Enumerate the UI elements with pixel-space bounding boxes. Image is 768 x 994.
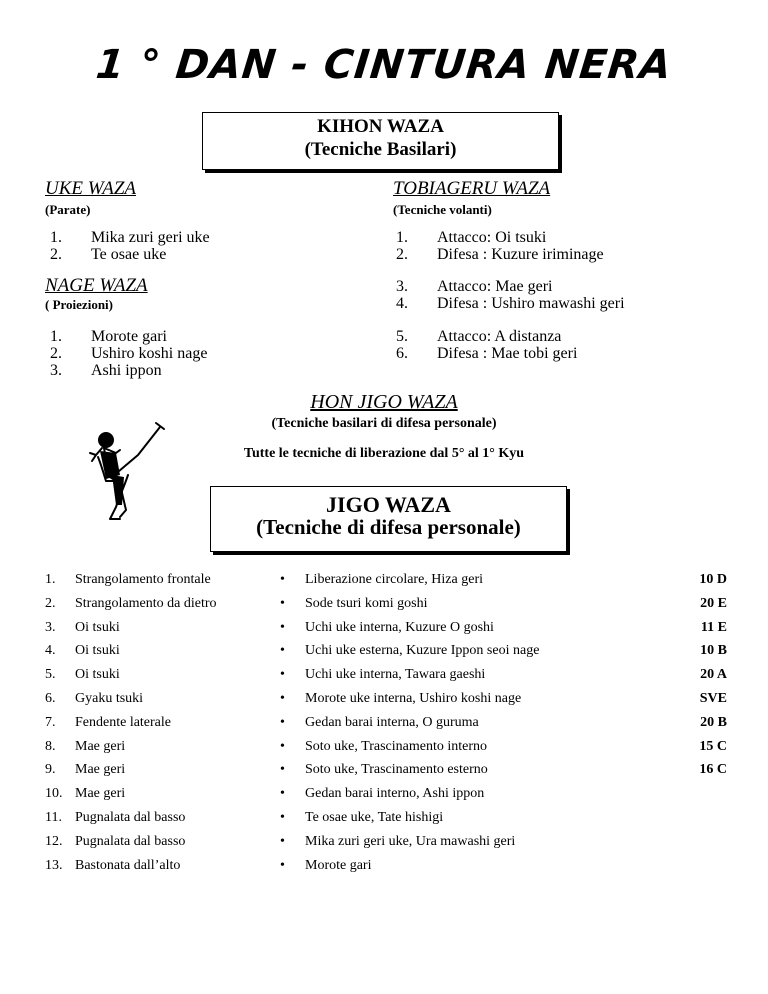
bullet-icon: • bbox=[280, 786, 285, 802]
row-attack: Pugnalata dal basso bbox=[75, 833, 186, 849]
table-row bbox=[45, 596, 735, 620]
list-item: 2. Te osae uke bbox=[50, 246, 167, 263]
table-row bbox=[45, 786, 735, 810]
table-row bbox=[45, 691, 735, 715]
bullet-icon: • bbox=[280, 572, 285, 587]
row-number: 13. bbox=[45, 857, 63, 873]
table-row bbox=[45, 667, 735, 691]
row-number: 11. bbox=[45, 810, 62, 825]
row-technique: Liberazione circolare, Hiza geri bbox=[305, 572, 484, 587]
row-attack: Strangolamento frontale bbox=[75, 572, 211, 587]
row-attack: Mae geri bbox=[75, 762, 126, 778]
bullet-icon: • bbox=[280, 833, 285, 849]
row-number: 12. bbox=[45, 833, 63, 849]
list-item: 3. Attacco: Mae geri bbox=[396, 278, 553, 295]
uke-heading: UKE WAZA bbox=[45, 178, 137, 199]
table-row bbox=[45, 762, 735, 786]
bullet-icon: • bbox=[280, 643, 285, 659]
row-attack: Pugnalata dal basso bbox=[75, 810, 186, 825]
list-item: 6. Difesa : Mae tobi geri bbox=[396, 345, 578, 362]
hon-note: Tutte le tecniche di liberazione dal 5° al 1° Kyu bbox=[243, 446, 525, 461]
row-number: 10. bbox=[45, 786, 63, 802]
kihon-waza-box bbox=[202, 112, 559, 170]
row-code: 11 E bbox=[700, 619, 727, 635]
row-attack: Mae geri bbox=[75, 738, 126, 754]
bullet-icon: • bbox=[280, 810, 285, 825]
nage-heading: NAGE WAZA bbox=[45, 275, 148, 296]
tobi-list-1 bbox=[396, 229, 604, 263]
row-technique: Uchi uke interna, Tawara gaeshi bbox=[305, 667, 486, 683]
row-attack: Strangolamento da dietro bbox=[75, 595, 217, 611]
row-code: 20 A bbox=[700, 667, 727, 683]
bullet-icon: • bbox=[280, 738, 285, 754]
row-number: 8. bbox=[45, 738, 56, 754]
karate-kick-illustration bbox=[76, 415, 176, 525]
row-technique: Gedan barai interno, Ashi ippon bbox=[305, 786, 485, 802]
row-code: 10 B bbox=[700, 643, 727, 659]
tobi-list-2 bbox=[396, 278, 625, 312]
bullet-icon: • bbox=[280, 619, 285, 635]
nage-subheading: ( Proiezioni) bbox=[45, 297, 113, 312]
table-row bbox=[45, 834, 735, 858]
page-title: 1 ° DAN - CINTURA NERA bbox=[93, 42, 675, 88]
row-technique: Soto uke, Trascinamento interno bbox=[305, 738, 487, 754]
list-item: 2. Difesa : Kuzure iriminage bbox=[396, 246, 604, 263]
row-technique: Gedan barai interna, O guruma bbox=[305, 714, 479, 730]
row-number: 3. bbox=[45, 619, 56, 635]
tobi-subheading: (Tecniche volanti) bbox=[393, 202, 492, 217]
jigo-subtitle: (Tecniche di difesa personale) bbox=[256, 515, 521, 539]
nage-list bbox=[50, 328, 207, 379]
row-code: 20 B bbox=[700, 714, 727, 730]
kihon-subtitle: (Tecniche Basilari) bbox=[304, 139, 457, 160]
row-technique: Mika zuri geri uke, Ura mawashi geri bbox=[305, 833, 516, 849]
bullet-icon: • bbox=[280, 714, 285, 730]
table-row bbox=[45, 810, 735, 834]
row-number: 4. bbox=[45, 643, 56, 659]
row-attack: Gyaku tsuki bbox=[75, 691, 144, 706]
row-number: 9. bbox=[45, 762, 56, 778]
row-number: 2. bbox=[45, 595, 56, 611]
hon-heading: HON JIGO WAZA bbox=[310, 391, 458, 413]
row-code: 20 E bbox=[700, 595, 727, 611]
row-code: 10 D bbox=[699, 572, 727, 587]
row-attack: Oi tsuki bbox=[75, 619, 120, 635]
tobi-list-3 bbox=[396, 328, 577, 362]
bullet-icon: • bbox=[280, 667, 285, 683]
jigo-waza-box bbox=[210, 486, 567, 552]
row-attack: Oi tsuki bbox=[75, 667, 120, 683]
list-item: 5. Attacco: A distanza bbox=[396, 328, 562, 345]
row-technique: Soto uke, Trascinamento esterno bbox=[305, 762, 488, 778]
kihon-title: KIHON WAZA bbox=[317, 116, 444, 137]
row-attack: Bastonata dall’alto bbox=[75, 857, 181, 873]
bullet-icon: • bbox=[280, 762, 285, 778]
jigo-title: JIGO WAZA bbox=[326, 492, 451, 517]
list-item: 2. Ushiro koshi nage bbox=[50, 345, 208, 362]
row-technique: Morote gari bbox=[305, 857, 372, 873]
table-row bbox=[45, 739, 735, 763]
row-technique: Uchi uke esterna, Kuzure Ippon seoi nage bbox=[305, 643, 540, 659]
row-number: 6. bbox=[45, 691, 56, 706]
row-attack: Oi tsuki bbox=[75, 643, 120, 659]
row-technique: Uchi uke interna, Kuzure O goshi bbox=[305, 619, 494, 635]
row-number: 1. bbox=[45, 572, 56, 587]
row-attack: Mae geri bbox=[75, 786, 126, 802]
row-number: 5. bbox=[45, 667, 56, 683]
table-row bbox=[45, 858, 735, 882]
list-item: 3. Ashi ippon bbox=[50, 362, 162, 379]
bullet-icon: • bbox=[280, 595, 285, 611]
table-row bbox=[45, 643, 735, 667]
row-code: 16 C bbox=[699, 762, 727, 778]
row-technique: Sode tsuri komi goshi bbox=[305, 595, 428, 611]
row-attack: Fendente laterale bbox=[75, 714, 172, 730]
table-row bbox=[45, 572, 735, 596]
uke-list bbox=[50, 229, 210, 263]
bullet-icon: • bbox=[280, 857, 285, 873]
table-row bbox=[45, 620, 735, 644]
row-code: SVE bbox=[699, 691, 727, 706]
list-item: 1. Morote gari bbox=[50, 328, 167, 345]
uke-subheading: (Parate) bbox=[45, 202, 91, 217]
table-row bbox=[45, 715, 735, 739]
list-item: 1. Mika zuri geri uke bbox=[50, 229, 210, 246]
row-technique: Morote uke interna, Ushiro koshi nage bbox=[305, 691, 522, 706]
tobi-heading: TOBIAGERU WAZA bbox=[393, 178, 551, 199]
bullet-icon: • bbox=[280, 691, 285, 706]
list-item: 1. Attacco: Oi tsuki bbox=[396, 229, 547, 246]
row-number: 7. bbox=[45, 714, 56, 730]
row-technique: Te osae uke, Tate hishigi bbox=[305, 810, 444, 825]
hon-subheading: (Tecniche basilari di difesa personale) bbox=[271, 416, 497, 431]
list-item: 4. Difesa : Ushiro mawashi geri bbox=[396, 295, 625, 312]
row-code: 15 C bbox=[699, 738, 727, 754]
